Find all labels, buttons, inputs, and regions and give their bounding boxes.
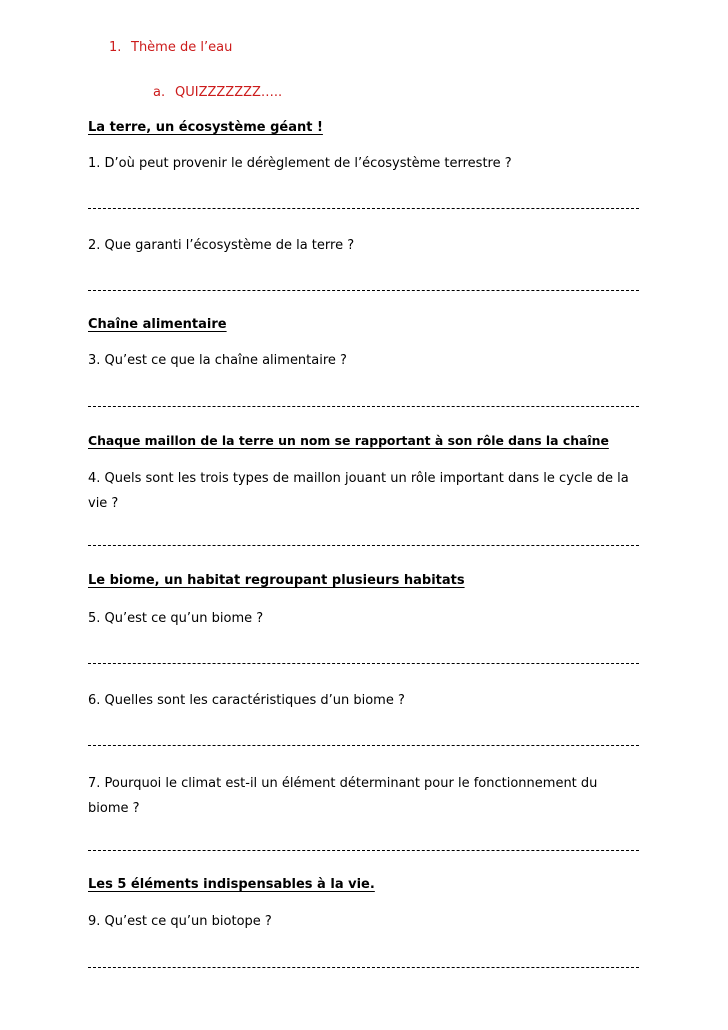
question-5: 5. Qu’est ce qu’un biome ? xyxy=(88,611,264,626)
section-heading-biome: Le biome, un habitat regroupant plusieurs habitats xyxy=(88,573,465,588)
answer-line-9[interactable] xyxy=(88,967,639,968)
question-2: 2. Que garanti l’écosystème de la terre ? xyxy=(88,238,355,253)
answer-line-1[interactable] xyxy=(88,208,639,209)
answer-line-7[interactable] xyxy=(88,850,639,851)
answer-line-4[interactable] xyxy=(88,545,639,546)
section-heading-vital-elements: Les 5 éléments indispensables à la vie. xyxy=(88,877,375,892)
question-9: 9. Qu’est ce qu’un biotope ? xyxy=(88,914,272,929)
question-7: 7. Pourquoi le climat est-il un élément déterminant pour le fonctionnement du biome ? xyxy=(88,776,598,816)
theme-title: Thème de l’eau xyxy=(131,40,233,55)
quiz-letter: a. xyxy=(153,85,166,100)
answer-line-6[interactable] xyxy=(88,745,639,746)
theme-number: 1. xyxy=(109,40,122,55)
question-1: 1. D’où peut provenir le dérèglement de l’écosystème terrestre ? xyxy=(88,156,512,171)
question-6: 6. Quelles sont les caractéristiques d’un biome ? xyxy=(88,693,405,708)
section-heading-ecosystem: La terre, un écosystème géant ! xyxy=(88,120,323,135)
question-3: 3. Qu’est ce que la chaîne alimentaire ? xyxy=(88,353,347,368)
answer-line-2[interactable] xyxy=(88,290,639,291)
quiz-title: QUIZZZZZZZ….. xyxy=(175,85,283,100)
section-heading-chain-links: Chaque maillon de la terre un nom se rapportant à son rôle dans la chaîne xyxy=(88,433,609,448)
section-heading-food-chain: Chaîne alimentaire xyxy=(88,317,227,332)
question-4: 4. Quels sont les trois types de maillon jouant un rôle important dans le cycle de la vie ? xyxy=(88,471,629,511)
answer-line-3[interactable] xyxy=(88,406,639,407)
answer-line-5[interactable] xyxy=(88,663,639,664)
